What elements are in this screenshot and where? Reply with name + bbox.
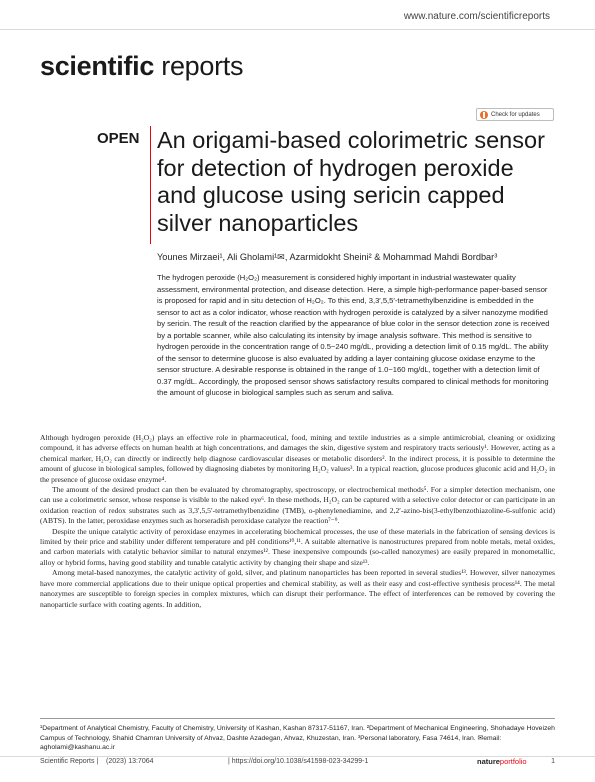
footer-citation: (2023) 13:7064 xyxy=(106,758,154,765)
article-title: An origami-based colorimetric sensor for detection of hydrogen peroxide and glucose using sericin capped silver nanoparticles xyxy=(157,127,545,236)
paragraph: The amount of the desired product can then be evaluated by chromatography, spectroscopy, or electrochemical methods⁵. For a simpler detection mechanism, one can use a colorimetric sensor, whose response is visible to the naked eye⁶. In these methods, H₂O₂ can be captured with a selective color detector or can participate in an oxidation reaction of redox substrates such as 3,3′,5,5′-tetramethylbenzidine (TMB), o-phenylenediamine, and 2,2′-azino-bis(3-ethylbenzothiazoline-6-sulfonic acid) (ABTS). In the latter, peroxidase enzymes such as horseradish peroxidase catalyze the reaction⁷⁻⁹. xyxy=(40,485,555,526)
affiliation-divider xyxy=(40,718,555,719)
brand-bold: scientific xyxy=(40,51,155,81)
update-icon xyxy=(480,111,488,119)
body-text xyxy=(40,433,555,610)
journal-url[interactable]: www.nature.com/scientificreports xyxy=(403,11,550,22)
author-list: Younes Mirzaei¹, Ali Gholami¹✉, Azarmidokht Sheini² & Mohammad Mahdi Bordbar³ xyxy=(157,252,498,262)
publisher-logo xyxy=(477,757,527,766)
brand-light: reports xyxy=(154,51,244,81)
publisher-light: portfolio xyxy=(499,757,527,766)
paragraph: Although hydrogen peroxide (H₂O₂) plays an effective role in pharmaceutical, food, mining and textile industries as a simple antimicrobial, cleaning or oxidizing compound, it has adverse effects on human health at high concentrations, and damages the skin, digestive system and respiratory tracts seriously¹. However, acting as a chemical marker, H₂O₂ can directly or indirectly help diagnose cardiovascular diseases or metabolic disorders². In the indirect process, it is possible to determine the amount of glucose in biological samples, followed by diagnosing diabetes by monitoring H₂O₂ values³. In a typical reaction, glucose produces gluconic acid and H₂O₂ in the presence of glucose oxidase enzyme⁴. xyxy=(40,433,555,484)
title-accent-rule xyxy=(150,126,151,244)
journal-brand xyxy=(40,51,243,82)
page-number: 1 xyxy=(551,758,555,765)
footer-journal xyxy=(40,758,154,765)
footer-journal-name: Scientific Reports | xyxy=(40,758,99,765)
publisher-bold: nature xyxy=(477,757,500,766)
affiliations: ¹Department of Analytical Chemistry, Faculty of Chemistry, University of Kashan, Kashan 87317-51167, Iran. ²Department of Mechanical Engineering, Shohadaye Hoveizeh Campus of Technology, Shahid Chamran University of Ahvaz, Dashte Azadegan, Ahvaz, Khuzestan, Iran. ³Personal laboratory, Fasa 74614, Iran. ✉email: agholami@kashanu.ac.ir xyxy=(40,725,555,751)
footer-doi[interactable]: | https://doi.org/10.1038/s41598-023-34299-1 xyxy=(228,758,369,765)
paragraph: Among metal-based nanozymes, the catalytic activity of gold, silver, and platinum nanoparticles has been reported in several studies¹³. However, silver nanozymes have more commercial applications due to their unique optical properties and chemical stability, as well as their easy and cost-effective synthesis process¹⁴. The metal nanozymes are susceptible to foreign species in complex mixtures, which can disrupt their performance. The effect of interferences can be removed by covering the nanoparticle surface with coating agents. In addition, xyxy=(40,568,555,609)
open-access-label: OPEN xyxy=(97,130,140,147)
header-divider xyxy=(0,29,595,30)
check-for-updates-button[interactable] xyxy=(476,108,554,121)
paragraph: Despite the unique catalytic activity of peroxidase enzymes in accelerating biochemical processes, the use of these materials in the fabrication of sensing devices is limited by their price and stability under different temperature and pH conditions¹⁰,¹¹. A suitable alternative is nanostructures prepared from noble metals, metal oxides, and carbon materials with catalytic behavior similar to natural enzymes¹². These inexpensive compounds (so-called nanozymes) are easily prepared in monometallic, alloy or hybrid forms, having good stability and tunable catalytic activity by changing their shape and size¹³. xyxy=(40,526,555,567)
abstract: The hydrogen peroxide (H₂O₂) measurement is considered highly important in industrial wastewater quality assessment, environmental protection, and disease detection. Here, a simple high-performance paper-based sensor is proposed for rapid and in situ detection of H₂O₂. To this end, 3,3′,5,5′-tetramethylbenzidine is embedded in the sensor to act as a color indicator, whose reaction with hydrogen peroxide is catalyzed by a silver nanozyme modified by sericin. The result of the reaction clarified by the appearance of blue color in the sensor detection zone is received by a portable scanner, while also calculating its intensity by image analysis software. This method is sensitive to hydrogen peroxide in the concentration range of 0.5−240 mg/dL, providing a detection limit of 0.15 mg/dL. The ability of the sensor to determine glucose is also evaluated by adding a layer containing glucose oxidase enzyme to the sensor structure. A desirable response is obtained in the range of 1.0−160 mg/dL, together with a detection limit of 0.37 mg/dL. Accordingly, the proposed sensor shows satisfactory results compared to clinical methods for monitoring the amount of glucose in biological samples such as serum and saliva. xyxy=(157,273,550,397)
check-updates-label: Check for updates xyxy=(491,111,540,118)
